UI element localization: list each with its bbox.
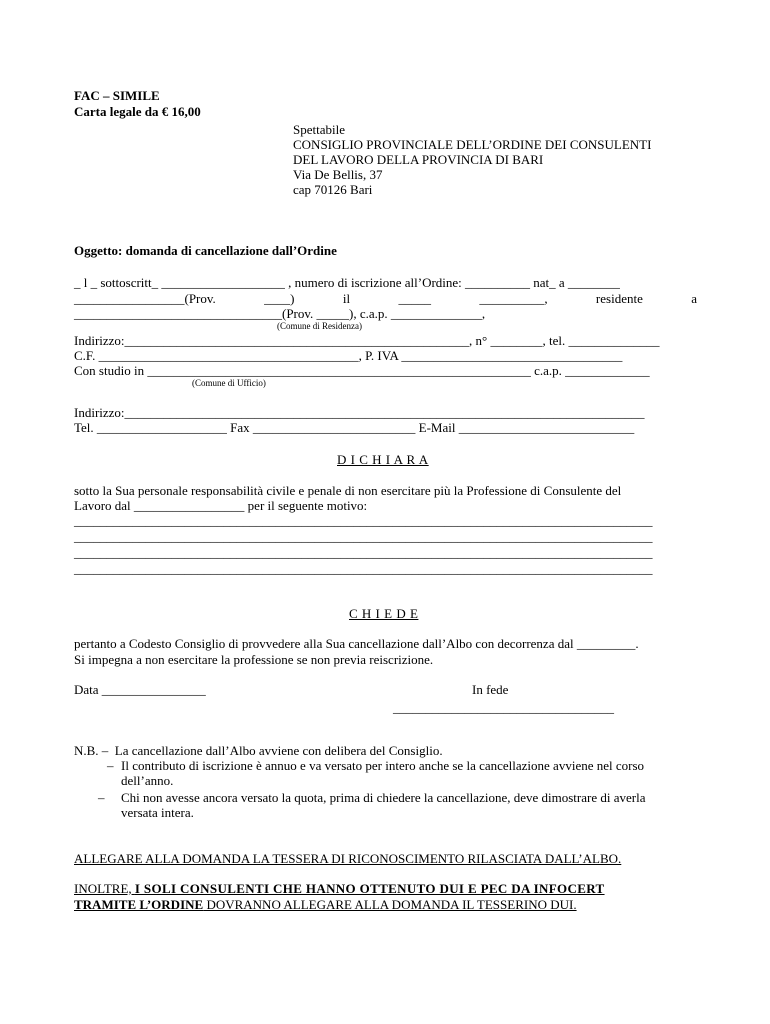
- recipient-line: Via De Bellis, 37: [293, 167, 383, 182]
- form-line-office-address[interactable]: Indirizzo:________________________________________________________________________________: [74, 405, 645, 420]
- note-item: versata intera.: [121, 805, 194, 820]
- signature-line[interactable]: __________________________________: [393, 700, 614, 715]
- form-line-residence[interactable]: ________________________________(Prov. _____), c.a.p. ______________,: [74, 306, 486, 321]
- in-fede-label: In fede: [472, 682, 509, 697]
- dui-notice-line1: INOLTRE, I SOLI CONSULENTI CHE HANNO OTTENUTO DUI E PEC DA INFOCERT: [74, 881, 605, 896]
- request-text[interactable]: pertanto a Codesto Consiglio di provvedere alla Sua cancellazione dall’Albo con decorrenza dal _________.: [74, 636, 639, 651]
- note-item: Chi non avesse ancora versato la quota, prima di chiedere la cancellazione, deve dimostrare di averla: [121, 790, 646, 805]
- office-caption: (Comune di Ufficio): [192, 378, 266, 388]
- request-text: Si impegna a non esercitare la professione se non previa reiscrizione.: [74, 652, 434, 667]
- reason-blank-line[interactable]: _________________________________________________________________________________________: [74, 529, 653, 544]
- residence-caption: (Comune di Residenza): [277, 321, 362, 331]
- recipient-line: cap 70126 Bari: [293, 182, 373, 197]
- declaration-text: sotto la Sua personale responsabilità civile e penale di non esercitare più la Professione di Consulente del: [74, 483, 622, 498]
- request-heading: C H I E D E: [349, 606, 419, 621]
- recipient-line: Spettabile: [293, 122, 345, 137]
- form-line-office[interactable]: Con studio in ___________________________________________________________ c.a.p. _____________: [74, 363, 650, 378]
- declaration-text[interactable]: Lavoro dal _________________ per il seguente motivo:: [74, 498, 368, 513]
- form-line-tax-codes[interactable]: C.F. ________________________________________, P. IVA __________________________________: [74, 348, 623, 363]
- note-dash: –: [107, 758, 114, 773]
- document-title: FAC – SIMILE: [74, 88, 160, 103]
- dui-notice-line2: TRAMITE L’ORDINE DOVRANNO ALLEGARE ALLA DOMANDA IL TESSERINO DUI.: [74, 897, 577, 912]
- note-item: Il contributo di iscrizione è annuo e va versato per intero anche se la cancellazione avviene nel corso: [121, 758, 645, 773]
- reason-blank-line[interactable]: _________________________________________________________________________________________: [74, 561, 653, 576]
- nb-note: N.B. – La cancellazione dall’Albo avviene con delibera del Consiglio.: [74, 743, 443, 758]
- attachment-notice: ALLEGARE ALLA DOMANDA LA TESSERA DI RICONOSCIMENTO RILASCIATA DALL’ALBO.: [74, 851, 622, 866]
- form-line-name[interactable]: _ l _ sottoscritt_ ___________________ , numero di iscrizione all’Ordine: __________ nat_ a ________: [74, 275, 620, 290]
- form-line-contacts[interactable]: Tel. ____________________ Fax _________________________ E-Mail ___________________________: [74, 420, 635, 435]
- recipient-line: DEL LAVORO DELLA PROVINCIA DI BARI: [293, 152, 544, 167]
- reason-blank-line[interactable]: _________________________________________________________________________________________: [74, 545, 653, 560]
- note-dash: –: [98, 790, 105, 805]
- reason-blank-line[interactable]: _________________________________________________________________________________________: [74, 513, 653, 528]
- subject-line: Oggetto: domanda di cancellazione dall’Ordine: [74, 243, 337, 258]
- note-item: dell’anno.: [121, 773, 174, 788]
- form-line-birth[interactable]: _________________(Prov. ____) il _____ __________, residente a: [74, 291, 697, 306]
- form-line-address[interactable]: Indirizzo:_____________________________________________________, n° ________, tel. ______________: [74, 333, 660, 348]
- declaration-heading: D I C H I A R A: [337, 452, 429, 467]
- revenue-stamp-note: Carta legale da € 16,00: [74, 104, 201, 119]
- date-field[interactable]: Data ________________: [74, 682, 206, 697]
- recipient-line: CONSIGLIO PROVINCIALE DELL’ORDINE DEI CONSULENTI: [293, 137, 652, 152]
